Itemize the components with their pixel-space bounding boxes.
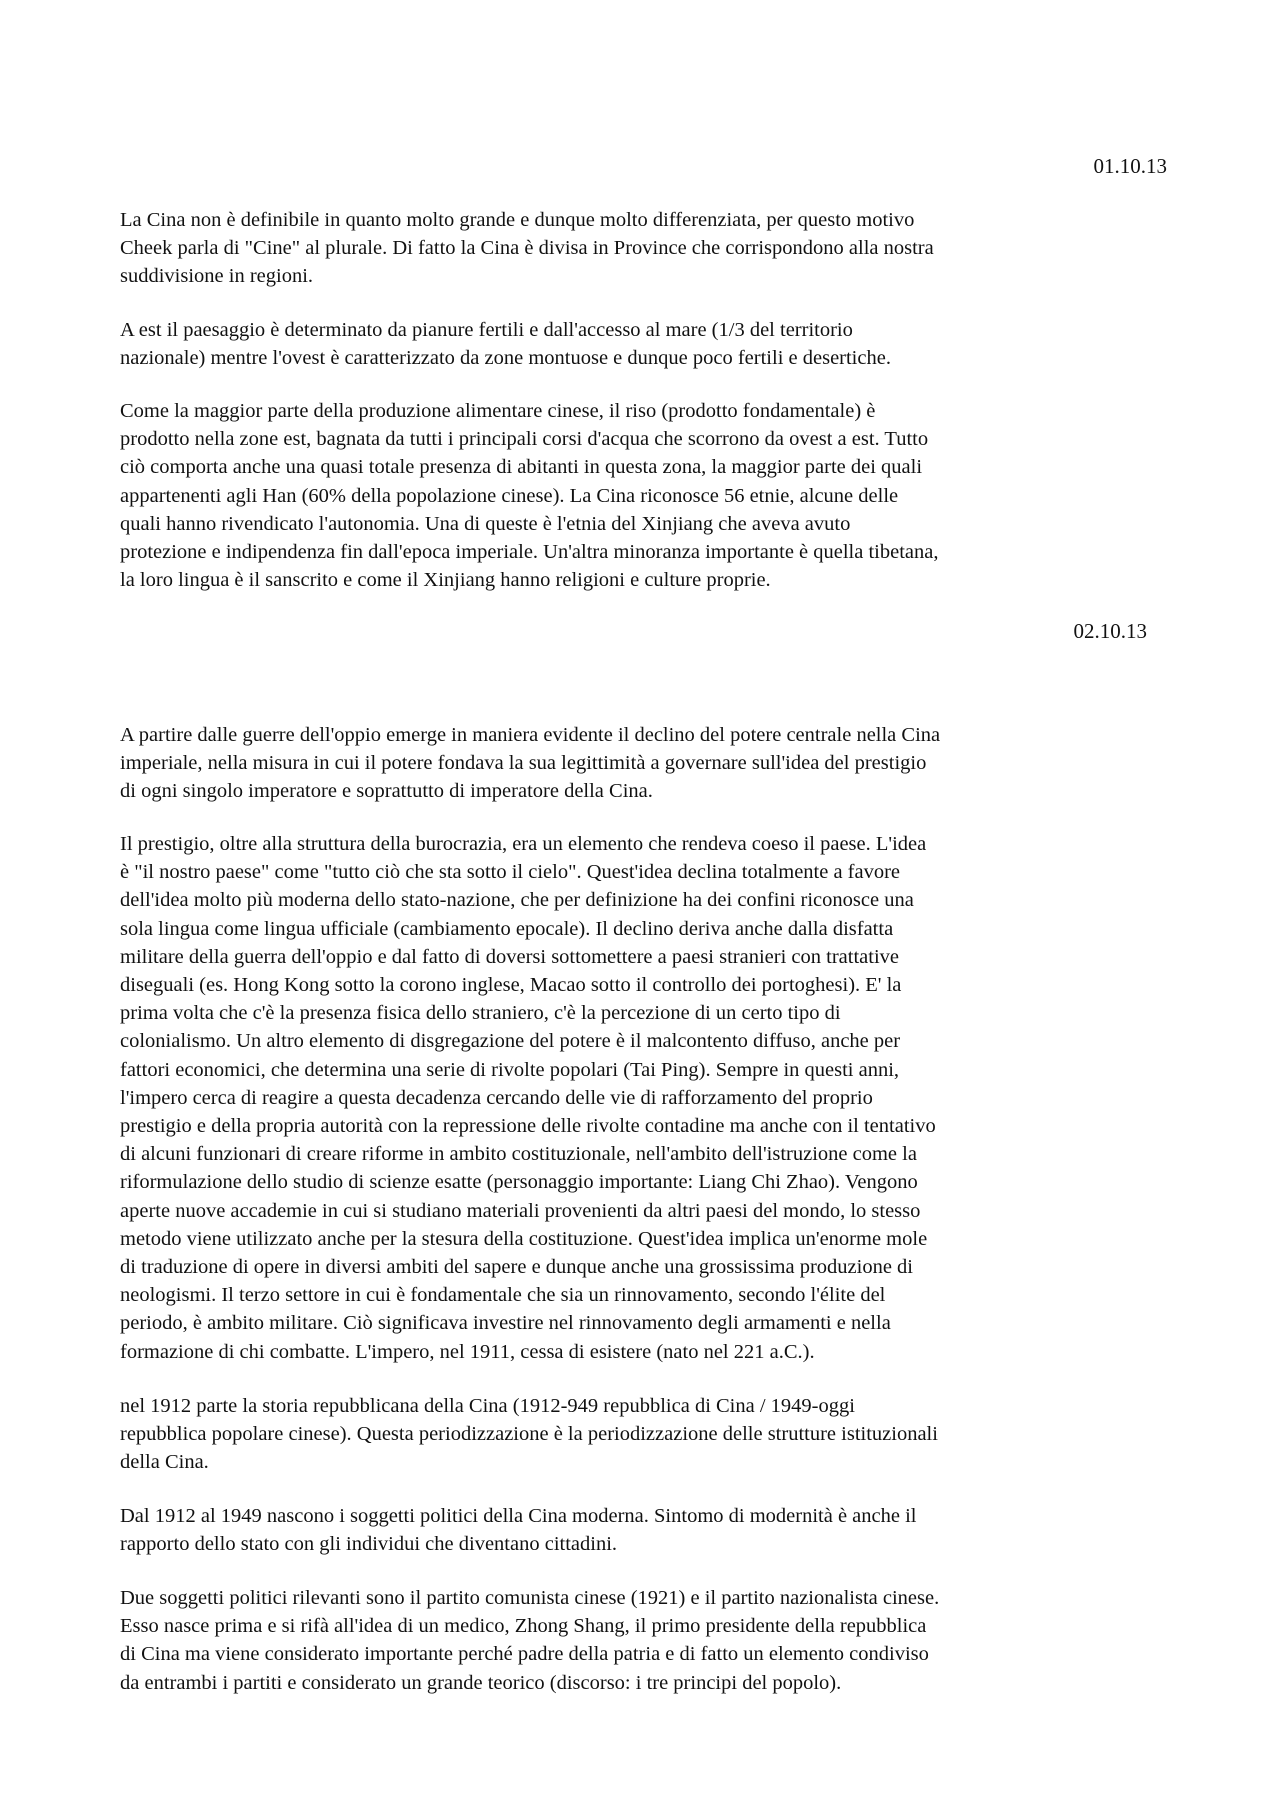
text-line: riformulazione dello studio di scienze esatte (personaggio importante: Liang Chi Zhao). Vengono [120, 1171, 918, 1194]
text-line: di ogni singolo imperatore e soprattutto di imperatore della Cina. [120, 780, 653, 803]
text-line: Il prestigio, oltre alla struttura della burocrazia, era un elemento che rendeva coeso il paese. L'idea [120, 833, 927, 855]
date-heading-2: 02.10.13 [1073, 619, 1147, 643]
paragraph-1 [120, 206, 1164, 291]
text-line: nazionale) mentre l'ovest è caratterizzato da zone montuose e dunque poco fertili e desertiche. [120, 347, 891, 370]
text-line: la loro lingua è il sanscrito e come il Xinjiang hanno religioni e culture proprie. [120, 569, 771, 592]
text-line: Cheek parla di "Cine" al plurale. Di fatto la Cina è divisa in Province che corrispondono alla nostra [120, 237, 934, 260]
text-line: prestigio e della propria autorità con la repressione delle rivolte contadine ma anche con il tentativo [120, 1115, 936, 1138]
paragraph-2 [120, 316, 1164, 372]
text-line: protezione e indipendenza fin dall'epoca imperiale. Un'altra minoranza importante è quella tibetana, [120, 541, 939, 564]
text-line: militare della guerra dell'oppio e dal fatto di doversi sottomettere a paesi stranieri con trattative [120, 945, 899, 968]
text-line: repubblica popolare cinese). Questa periodizzazione è la periodizzazione delle strutture istituzionali [120, 1423, 938, 1446]
date-heading-1: 01.10.13 [1093, 154, 1167, 178]
paragraph-5 [120, 830, 1164, 1366]
text-line: rapporto dello stato con gli individui che diventano cittadini. [120, 1533, 618, 1556]
text-line: Come la maggior parte della produzione alimentare cinese, il riso (prodotto fondamentale) è [120, 400, 876, 422]
text-line: è "il nostro paese" come "tutto ciò che sta sotto il cielo". Quest'idea declina totalmente a favore [120, 861, 901, 884]
text-line: formazione di chi combatte. L'impero, nel 1911, cessa di esistere (nato nel 221 a.C.). [120, 1340, 815, 1363]
text-line: prima volta che c'è la presenza fisica dello straniero, c'è la percezione di un certo tipo di [120, 1002, 841, 1025]
text-line: di traduzione di opere in diversi ambiti del sapere e dunque anche una grossissima produzione di [120, 1256, 914, 1279]
paragraph-3 [120, 397, 1164, 594]
text-line: di Cina ma viene considerato importante perché padre della patria e di fatto un elemento condiviso [120, 1643, 929, 1666]
text-line: appartenenti agli Han (60% della popolazione cinese). La Cina riconosce 56 etnie, alcune delle [120, 484, 899, 507]
text-line: fattori economici, che determina una serie di rivolte popolari (Tai Ping). Sempre in questi anni, [120, 1058, 900, 1081]
text-line: A partire dalle guerre dell'oppio emerge in maniera evidente il declino del potere centrale nella Cina [120, 724, 941, 746]
text-line: ciò comporta anche una quasi totale presenza di abitanti in questa zona, la maggior parte dei quali [120, 456, 923, 479]
text-line: prodotto nella zone est, bagnata da tutti i principali corsi d'acqua che scorrono da ovest a est. Tutto [120, 428, 929, 451]
text-line: Esso nasce prima e si rifà all'idea di un medico, Zhong Shang, il primo presidente della repubblica [120, 1615, 927, 1638]
text-line: suddivisione in regioni. [120, 265, 314, 288]
text-line: periodo, è ambito militare. Ciò significava investire nel rinnovamento degli armamenti e nella [120, 1312, 891, 1335]
text-line: quali hanno rivendicato l'autonomia. Una di queste è l'etnia del Xinjiang che aveva avuto [120, 512, 851, 535]
text-line: colonialismo. Un altro elemento di disgregazione del potere è il malcontento diffuso, anche per [120, 1030, 901, 1053]
text-line: imperiale, nella misura in cui il potere fondava la sua legittimità a governare sull'idea del prestigio [120, 752, 927, 775]
text-line: A est il paesaggio è determinato da pianure fertili e dall'accesso al mare (1/3 del territorio [120, 319, 853, 341]
text-line: della Cina. [120, 1451, 209, 1474]
text-line: Dal 1912 al 1949 nascono i soggetti politici della Cina moderna. Sintomo di modernità è anche il [120, 1505, 917, 1527]
paragraph-7 [120, 1502, 1164, 1558]
text-line: diseguali (es. Hong Kong sotto la corono inglese, Macao sotto il controllo dei portoghesi). E' la [120, 974, 902, 997]
text-line: sola lingua come lingua ufficiale (cambiamento epocale). Il declino deriva anche dalla disfatta [120, 917, 894, 940]
text-line: di alcuni funzionari di creare riforme in ambito costituzionale, nell'ambito dell'istruzione come la [120, 1143, 917, 1166]
text-line: nel 1912 parte la storia repubblicana della Cina (1912-949 repubblica di Cina / 1949-oggi [120, 1395, 855, 1417]
text-line: da entrambi i partiti e considerato un grande teorico (discorso: i tre principi del popolo). [120, 1671, 842, 1694]
text-line: dell'idea molto più moderna dello stato-nazione, che per definizione ha dei confini riconosce una [120, 889, 914, 912]
paragraph-8 [120, 1584, 1164, 1697]
text-line: La Cina non è definibile in quanto molto grande e dunque molto differenziata, per questo motivo [120, 209, 915, 231]
text-line: aperte nuove accademie in cui si studiano materiali provenienti da altri paesi del mondo, lo stesso [120, 1199, 921, 1222]
paragraph-6 [120, 1392, 1164, 1477]
text-line: neologismi. Il terzo settore in cui è fondamentale che sia un rinnovamento, secondo l'élite del [120, 1284, 886, 1307]
text-line: Due soggetti politici rilevanti sono il partito comunista cinese (1921) e il partito nazionalista cinese. [120, 1587, 940, 1609]
paragraph-4 [120, 721, 1164, 806]
text-line: metodo viene utilizzato anche per la stesura della costituzione. Quest'idea implica un'enorme mole [120, 1227, 928, 1250]
text-line: l'impero cerca di reagire a questa decadenza cercando delle vie di rafforzamento del proprio [120, 1086, 873, 1109]
